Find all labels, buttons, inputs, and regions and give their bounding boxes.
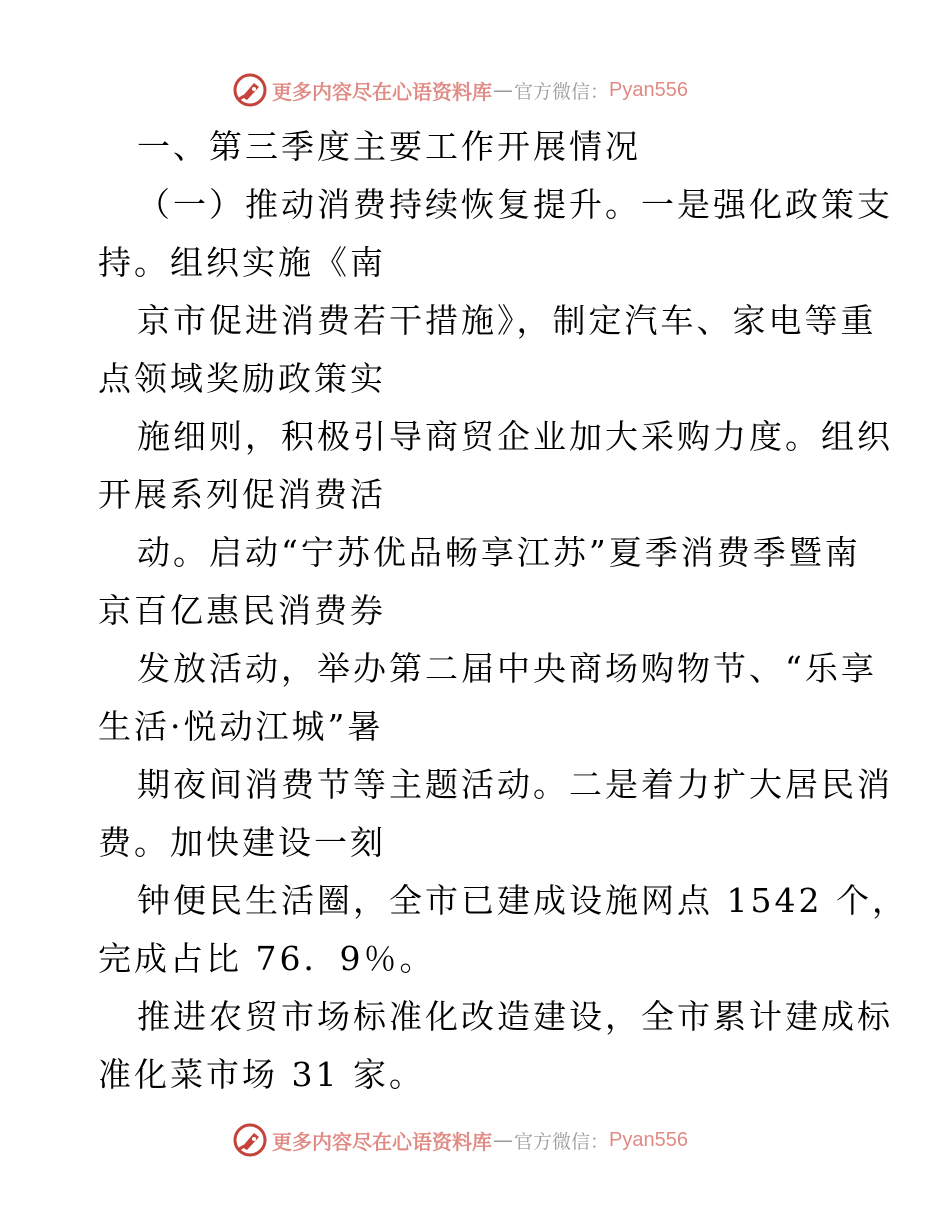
watermark-main-text: 更多内容尽在心语资料库 bbox=[272, 79, 492, 104]
body-line-6: 开展系列促消费活 bbox=[98, 475, 386, 514]
body-line-15: 推进农贸市场标准化改造建设，全市累计建成标 bbox=[137, 997, 893, 1036]
body-line-4: 点领域奖励政策实 bbox=[98, 359, 386, 398]
body-line-7: 动。启动“宁苏优品畅享江苏”夏季消费季暨南 bbox=[137, 533, 861, 572]
watermark-dash: — bbox=[493, 1128, 513, 1152]
pen-nib-logo-icon bbox=[232, 1122, 268, 1158]
body-line-12: 费。加快建设一刻 bbox=[98, 823, 386, 862]
body-line-8: 京百亿惠民消费券 bbox=[98, 591, 386, 630]
body-line-10: 生活·悦动江城”暑 bbox=[98, 707, 384, 746]
watermark-sub-text: 官方微信： bbox=[514, 80, 610, 103]
body-line-2: 持。组织实施《南 bbox=[98, 243, 386, 282]
watermark-wechat-id: Pyan556 bbox=[609, 78, 688, 101]
body-line-1: （一）推动消费持续恢复提升。一是强化政策支 bbox=[137, 185, 893, 224]
pen-nib-logo-icon bbox=[232, 72, 268, 108]
body-line-16: 准化菜市场 31 家。 bbox=[98, 1055, 425, 1094]
body-line-13: 钟便民生活圈，全市已建成设施网点 1542 个， bbox=[137, 881, 908, 920]
watermark-sub-text: 官方微信： bbox=[514, 1130, 610, 1153]
body-line-5: 施细则，积极引导商贸企业加大采购力度。组织 bbox=[137, 417, 893, 456]
body-line-11: 期夜间消费节等主题活动。二是着力扩大居民消 bbox=[137, 765, 893, 804]
section-heading: 一、第三季度主要工作开展情况 bbox=[137, 127, 641, 166]
body-line-9: 发放活动，举办第二届中央商场购物节、“乐享 bbox=[137, 649, 877, 688]
body-line-14: 完成占比 76．9％。 bbox=[98, 939, 436, 978]
body-line-3: 京市促进消费若干措施》，制定汽车、家电等重 bbox=[137, 301, 877, 340]
header-watermark bbox=[232, 70, 752, 110]
watermark-dash: — bbox=[493, 78, 513, 102]
watermark-main-text: 更多内容尽在心语资料库 bbox=[272, 1129, 492, 1154]
footer-watermark bbox=[232, 1120, 752, 1160]
watermark-wechat-id: Pyan556 bbox=[609, 1128, 688, 1151]
